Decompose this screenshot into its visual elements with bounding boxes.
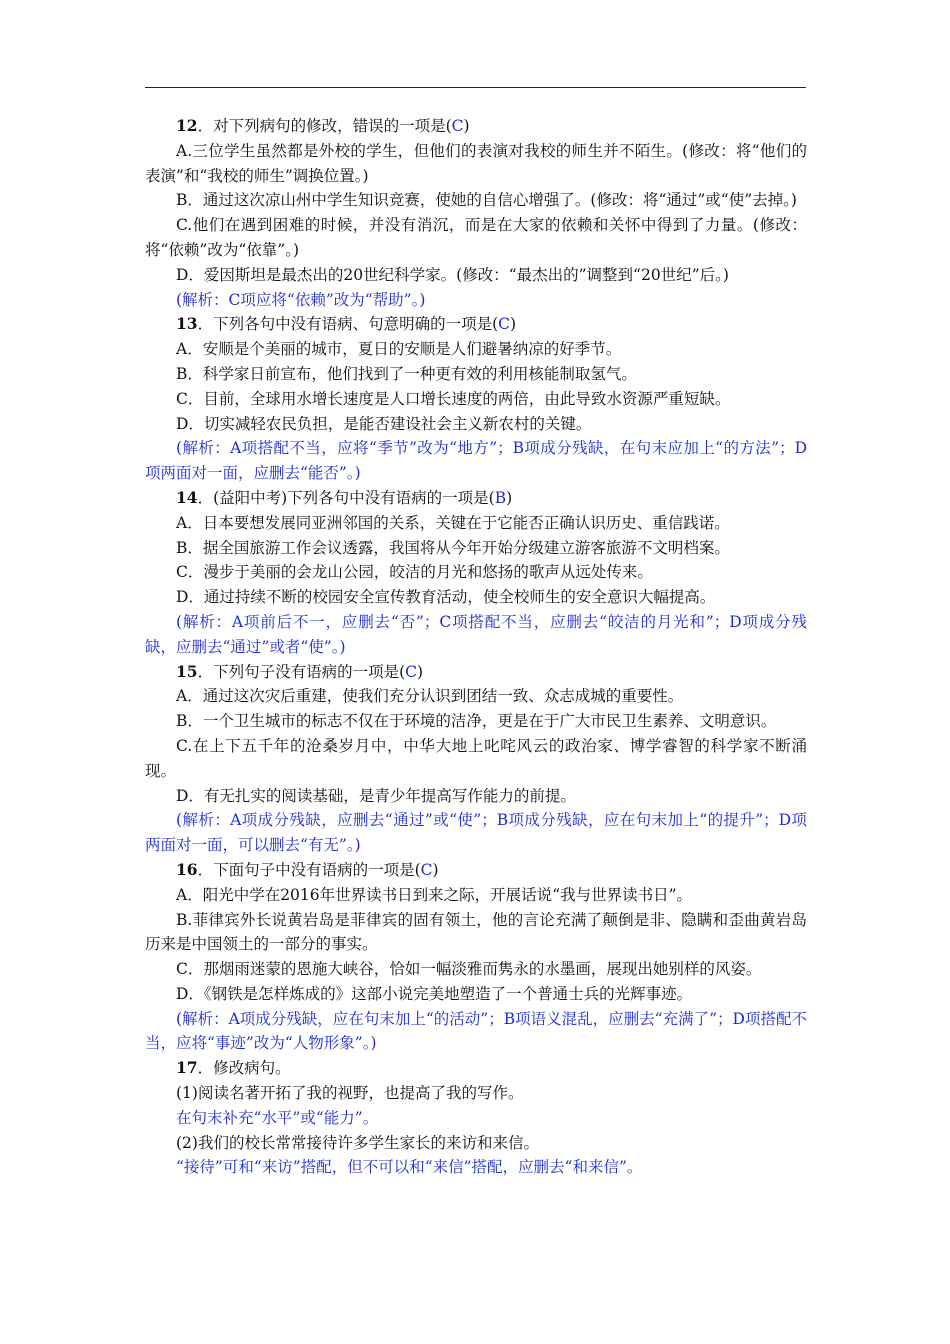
option-d: D．通过持续不断的校园安全宣传教育活动，使全校师生的安全意识大幅提高。: [176, 588, 716, 607]
option-a: A.三位学生虽然都是外校的学生，但他们的表演对我校的师生并不陌生。(修改：将“他们的表演”和“我校的师生”调换位置。): [145, 141, 807, 185]
option-a: A．阳光中学在2016年世界读书日到来之际，开展话说“我与世界读书日”。: [176, 885, 692, 904]
option-b: B．通过这次凉山州中学生知识竞赛，使她的自信心增强了。(修改：将“通过”或“使”去掉。): [176, 191, 797, 210]
sub-question-2: (2)我们的校长常常接待许多学生家长的来访和来信。: [176, 1133, 539, 1152]
option-b: B.菲律宾外长说黄岩岛是菲律宾的固有领土，他的言论充满了颠倒是非、隐瞒和歪曲黄岩岛历来是中国领土的一部分的事实。: [145, 910, 807, 954]
analysis: (解析：A项搭配不当，应将“季节”改为“地方”；B项成分残缺，在句末应加上“的方法”；D项两面对一面，应删去“能否”。): [145, 439, 807, 483]
question-stem: 13．下列各句中没有语病、句意明确的一项是(C): [176, 314, 517, 334]
question-stem: 14．(益阳中考)下列各句中没有语病的一项是(B): [176, 487, 513, 507]
option-a: A．通过这次灾后重建，使我们充分认识到团结一致、众志成城的重要性。: [176, 687, 684, 706]
question-stem: 17．修改病句。: [176, 1058, 291, 1078]
worksheet-content: [145, 114, 807, 1180]
option-b: B．科学家日前宣布，他们找到了一种更有效的利用核能制取氢气。: [176, 364, 637, 383]
sub-answer-2: “接待”可和“来访”搭配，但不可以和“来信”搭配，应删去“和来信”。: [176, 1158, 643, 1177]
question-stem: 15．下列句子没有语病的一项是(C): [176, 661, 424, 681]
option-c: C．目前，全球用水增长速度是人口增长速度的两倍，由此导致水资源严重短缺。: [176, 389, 731, 408]
answer-letter: C: [420, 860, 433, 879]
option-c: C．漫步于美丽的会龙山公园，皎洁的月光和悠扬的歌声从远处传来。: [176, 563, 653, 582]
question-stem: 16．下面句子中没有语病的一项是(C): [176, 859, 439, 879]
option-b: B．一个卫生城市的标志不仅在于环境的洁净，更是在于广大市民卫生素养、文明意识。: [176, 712, 777, 731]
option-a: A．日本要想发展同亚洲邻国的关系，关键在于它能否正确认识历史、重信践诺。: [176, 513, 730, 532]
header-rule: [145, 87, 806, 88]
question-15: [145, 660, 807, 858]
answer-letter: C: [405, 662, 418, 681]
option-b: B．据全国旅游工作会议透露，我国将从今年开始分级建立游客旅游不文明档案。: [176, 538, 730, 557]
option-a: A．安顺是个美丽的城市，夏日的安顺是人们避暑纳凉的好季节。: [176, 340, 622, 359]
question-16: [145, 858, 807, 1056]
sub-question-1: (1)阅读名著开拓了我的视野，也提高了我的写作。: [176, 1084, 524, 1103]
answer-letter: B: [494, 488, 507, 507]
analysis: (解析：A项前后不一，应删去“否”；C项搭配不当，应删去“皎洁的月光和”；D项成分残缺，应删去“通过”或者“使”。): [145, 612, 807, 656]
analysis: (解析：A项成分残缺，应删去“通过”或“使”；B项成分残缺，应在句末加上“的提升”；D项两面对一面，可以删去“有无”。): [145, 811, 807, 855]
question-14: [145, 486, 807, 660]
option-d: D．切实减轻农民负担，是能否建设社会主义新农村的关键。: [176, 414, 592, 433]
answer-letter: C: [451, 117, 464, 135]
question-17: [145, 1056, 807, 1180]
question-stem: 12．对下列病句的修改，错误的一项是(C): [176, 116, 470, 135]
question-12: [145, 114, 807, 312]
analysis: (解析：A项成分残缺，应在句末加上“的活动”；B项语义混乱，应删去“充满了”；D项搭配不当，应将“事迹”改为“人物形象”。): [145, 1009, 807, 1053]
option-d: D．《钢铁是怎样炼成的》这部小说完美地塑造了一个普通士兵的光辉事迹。: [176, 984, 693, 1003]
answer-letter: C: [498, 315, 511, 334]
sub-answer-1: 在句末补充“水平”或“能力”。: [176, 1108, 379, 1127]
option-c: C.在上下五千年的沧桑岁月中，中华大地上叱咤风云的政治家、博学睿智的科学家不断涌现。: [145, 736, 807, 780]
option-d: D．有无扎实的阅读基础，是青少年提高写作能力的前提。: [176, 786, 576, 805]
option-d: D．爱因斯坦是最杰出的20世纪科学家。(修改：“最杰出的”调整到“20世纪”后。): [176, 265, 729, 284]
option-c: C.他们在遇到困难的时候，并没有消沉，而是在大家的依赖和关怀中得到了力量。(修改：将“依赖”改为“依靠”。): [145, 216, 807, 259]
option-c: C．那烟雨迷蒙的恩施大峡谷，恰如一幅淡雅而隽永的水墨画，展现出她别样的风姿。: [176, 960, 762, 979]
analysis: (解析：C项应将“依赖”改为“帮助”。): [176, 290, 426, 309]
question-13: [145, 312, 807, 486]
